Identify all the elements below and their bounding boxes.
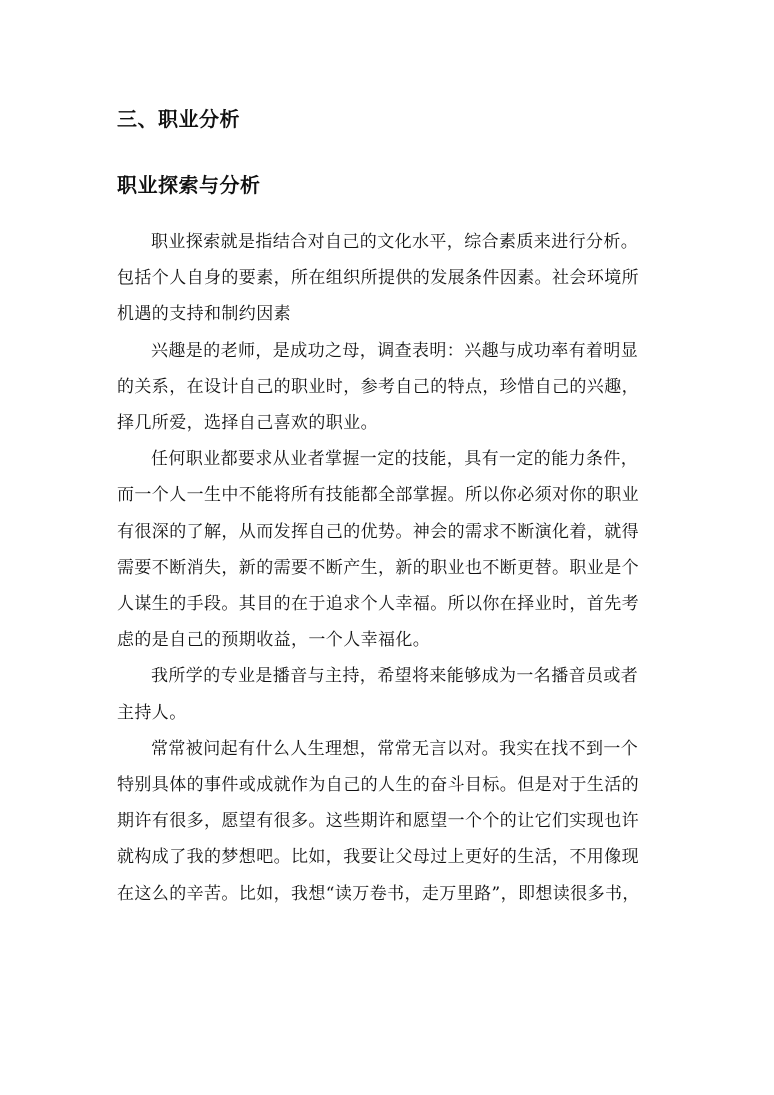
body-text [117,224,663,912]
text-line: 而一个人一生中不能将所有技能都全部掌握。所以你必须对你的职业 [117,485,639,506]
text-line: 在这么的辛苦。比如，我想“读万卷书，走万里路”，即想读很多书， [117,883,640,904]
paragraph-major [117,658,663,730]
paragraph-dream [117,731,663,912]
text-line: 需要不断消失，新的需要不断产生，新的职业也不断更替。职业是个 [117,557,639,578]
text-line: 兴趣是的老师，是成功之母，调查表明：兴趣与成功率有着明显 [151,340,639,361]
text-line: 的关系，在设计自己的职业时，参考自己的特点，珍惜自己的兴趣， [117,376,639,397]
section-title: 三、职业分析 [117,107,240,131]
text-line: 有很深的了解，从而发挥自己的优势。神会的需求不断演化着，就得 [117,521,639,542]
text-line: 任何职业都要求从业者掌握一定的技能，具有一定的能力条件， [151,449,639,470]
text-line: 职业探索就是指结合对自己的文化水平，综合素质来进行分析。 [151,232,639,252]
text-line: 择几所爱，选择自己喜欢的职业。 [117,413,378,434]
paragraph-skills [117,441,663,658]
text-line: 主持人。 [117,702,187,723]
text-line: 就构成了我的梦想吧。比如，我要让父母过上更好的生活，不用像现 [117,847,639,868]
text-line: 包括个人自身的要素，所在组织所提供的发展条件因素。社会环境所 [117,268,639,289]
text-line: 人谋生的手段。其目的在于追求个人幸福。所以你在择业时，首先考 [117,594,639,615]
text-line: 特别具体的事件或成就作为自己的人生的奋斗目标。但是对于生活的 [117,775,639,796]
paragraph-career-exploration [117,224,663,333]
text-line: 机遇的支持和制约因素 [117,304,291,325]
text-line: 期许有很多，愿望有很多。这些期许和愿望一个个的让它们实现也许 [117,811,639,832]
text-line: 常常被问起有什么人生理想，常常无言以对。我实在找不到一个 [151,738,639,759]
text-line: 我所学的专业是播音与主持，希望将来能够成为一名播音员或者 [151,666,639,687]
text-line: 虑的是自己的预期收益，一个人幸福化。 [117,630,431,651]
subsection-title: 职业探索与分析 [117,173,261,197]
paragraph-interest [117,333,663,442]
